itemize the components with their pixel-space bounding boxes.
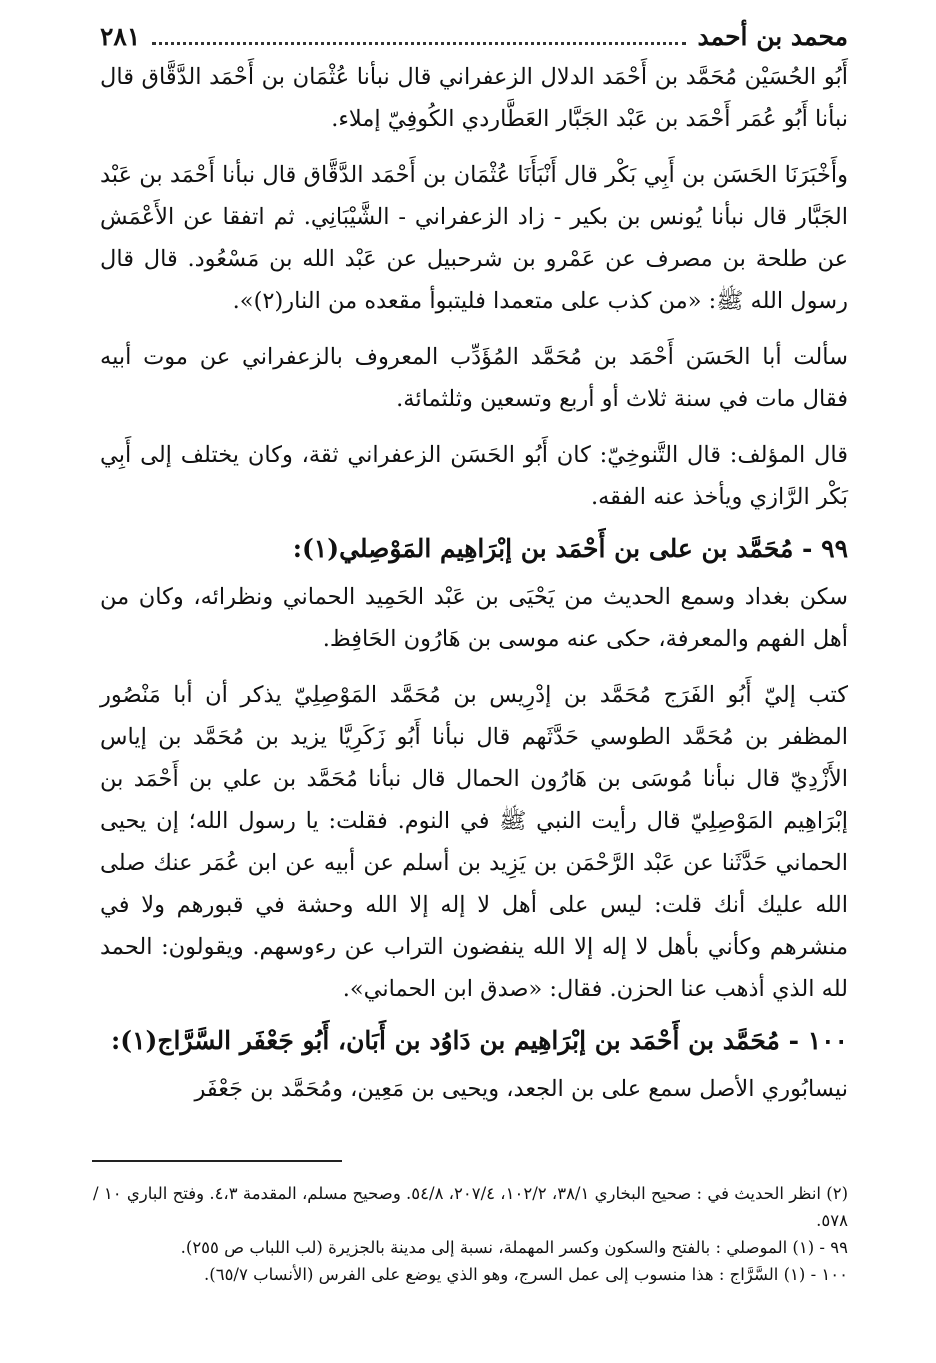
footnote-hadith: (٢) انظر الحديث في : صحيح البخاري ٣٨/١، ١٠٢/٢، ٢٠٧/٤، ٥٤/٨. وصحيح مسلم، المقدمة ٤،٣. وفتح الباري ١٠ / ٥٧٨. bbox=[93, 1184, 848, 1230]
paragraph-author-note: قال المؤلف: قال التَّنوخِيّ: كان أَبُو الحَسَن الزعفراني ثقة، وكان يختلف إلى أَبِي بَكْر الرَّازي ويأخذ عنه الفقه. bbox=[100, 442, 848, 510]
page-number: ٢٨١ bbox=[100, 22, 141, 51]
header-dots bbox=[152, 42, 685, 45]
entry-99-title: ٩٩ - مُحَمَّد بن على بن أَحْمَد بن إبْرَاهِيم المَوْصِلي(١): bbox=[292, 534, 848, 563]
footnote-100: ١٠٠ - (١) السَّرَّاج : هذا منسوب إلى عمل السرج، وهو الذي يوضع على الفرس (الأنساب ٦٥/٧). bbox=[204, 1265, 848, 1284]
entry-99-paragraph-2: كتب إليّ أَبُو الفَرَج مُحَمَّد بن إدْرِيس بن مُحَمَّد المَوْصِلِيّ يذكر أن أبا مَنْصُور المظفر بن مُحَمَّد الطوسي حَدَّثَهم قال نبأنا أَبُو زَكَرِيَّا يزيد بن مُحَمَّد بن إياس الأَزْدِيّ قال نبأنا مُوسَى بن هَارُون الحمال قال نبأنا مُحَمَّد بن علي بن أَحْمَد بن إبْرَاهِيم المَوْصِلِيّ قال رأيت النبي ﷺ في النوم. فقلت: يا رسول الله؛ إن يحيى الحماني حَدَّثَنا عن عَبْد الرَّحْمَن بن يَزِيد بن أسلم عن أبيه عن ابن عُمَر عنك صلى الله عليك أنك قلت: ليس على أهل لا إله إلا الله وحشة في قبورهم ولا في منشرهم وكأني بأهل لا إله إلا الله ينفضون التراب عن رءوسهم. ويقولون: الحمد لله الذي أذهب عنا الحزن. فقال: «صدق ابن الحماني». bbox=[100, 682, 848, 1002]
paragraph-death-date: سألت أبا الحَسَن أَحْمَد بن مُحَمَّد المُؤَدِّب المعروف بالزعفراني عن موت أبيه فقال مات في سنة ثلاث أو أربع وتسعين وثلثمائة. bbox=[100, 344, 848, 412]
running-title: محمد بن أحمد bbox=[697, 22, 848, 51]
paragraph-isnad-1: أَبُو الحُسَيْن مُحَمَّد بن أَحْمَد الدلال الزعفراني قال نبأنا عُثْمَان بن أَحْمَد الدَّقَّاق قال نبأنا أَبُو عُمَر أَحْمَد بن عَبْد الجَبَّار العَطَّاردي الكُوفِيّ إملاء. bbox=[100, 64, 849, 132]
page-header bbox=[100, 18, 848, 56]
main-text bbox=[100, 56, 848, 1110]
footnote-99: ٩٩ - (١) الموصلي : بالفتح والسكون وكسر المهملة، نسبة إلى مدينة بالجزيرة (لب اللباب ص ٢٥٥). bbox=[180, 1238, 848, 1257]
footnote-divider bbox=[92, 1160, 342, 1162]
paragraph-hadith: وأَخْبَرَنَا الحَسَن بن أَبِي بَكْر قال أَنْبَأَنَا عُثْمَان بن أَحْمَد الدَّقَّاق قال نبأنا أَحْمَد بن عَبْد الجَبَّار قال نبأنا يُونس بن بكير - زاد الزعفراني - الشَّيْبَانِي. ثم اتفقا عن الأَعْمَش عن طلحة بن مصرف عن عَمْرو بن شرحبيل عن عَبْد الله بن مَسْعُود. قال قال رسول الله ﷺ: «من كذب على متعمدا فليتبوأ مقعده من النار(٢)». bbox=[100, 162, 848, 314]
entry-100-title: ١٠٠ - مُحَمَّد بن أَحْمَد بن إبْرَاهِيم بن دَاوُد بن أَبَان، أَبُو جَعْفَر السَّرَّاج(١): bbox=[111, 1026, 848, 1055]
entry-100-paragraph-1: نيسابُوري الأصل سمع على بن الجعد، ويحيى بن مَعِين، ومُحَمَّد بن جَعْفَر bbox=[194, 1076, 848, 1102]
entry-99-paragraph-1: سكن بغداد وسمع الحديث من يَحْيَى بن عَبْد الحَمِيد الحماني ونظرائه، وكان من أهل الفهم والمعرفة، حكى عنه موسى بن هَارُون الحَافِظ. bbox=[100, 584, 848, 652]
footnotes bbox=[90, 1180, 848, 1288]
